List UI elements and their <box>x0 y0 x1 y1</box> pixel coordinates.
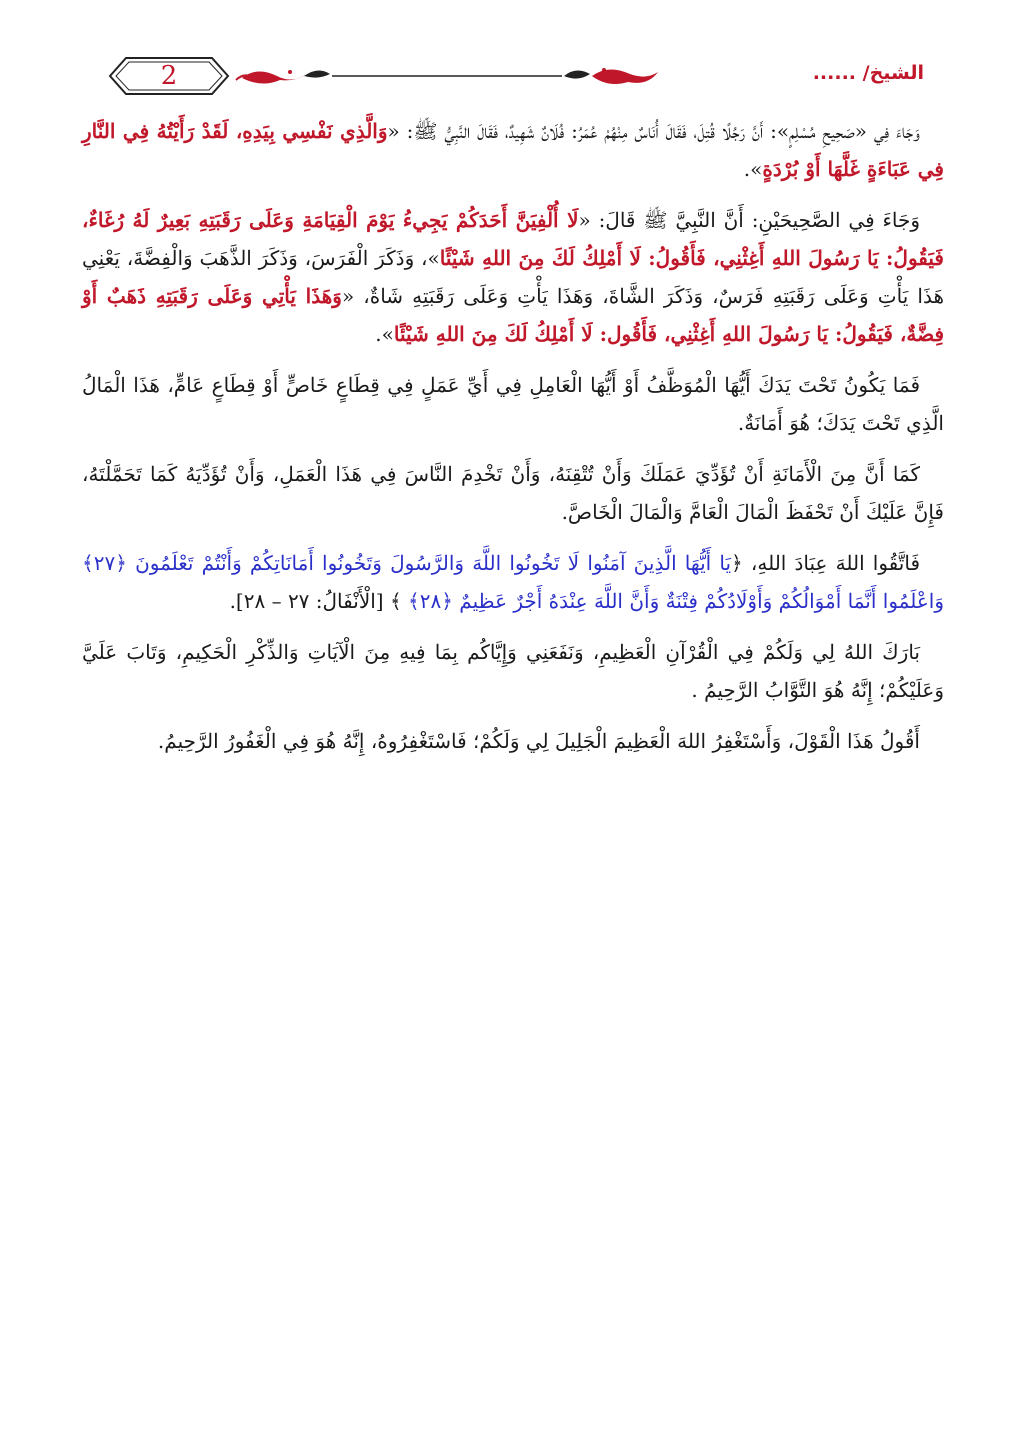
hadith-quote: وَهَذَا يَأْتِي وَعَلَى رَقَبَتِهِ ذَهَبٌ أَوْ فِضَّةٌ، فَيَقُولُ: يَا رَسُولَ اللهِ أَغِثْنِي، فَأَقُول: لَا أَمْلِكُ لَكَ مِنَ اللهِ شَيْئًا <box>82 284 944 346</box>
page-number-badge <box>108 56 230 96</box>
verse-reference: ﴾ [الْأَنْفَالُ: ٢٧ – ٢٨]. <box>229 589 402 613</box>
paragraph-2 <box>82 201 944 353</box>
paragraph-7: أَقُولُ هَذَا الْقَوْلَ، وَأَسْتَغْفِرُ اللهَ الْعَظِيمَ الْجَلِيلَ لِي وَلَكُمْ؛ فَاسْتَغْفِرُوهُ، إِنَّهُ هُوَ فِي الْغَفُورُ الرَّحِيمُ. <box>157 729 920 753</box>
text-run: وَجَاءَ فِي «صَحِيحِ مُسْلِمٍ»: أَنَّ رَجُلًا قُتِلَ، فَقَالَ أُنَاسٌ مِنْهُمْ عُمَرُ: فُلَانٌ شَهِيدٌ، فَقَالَ النَّبِيُّ ﷺ: « <box>387 119 920 143</box>
author-title: الشيخ/ ...... <box>812 62 924 84</box>
paragraph-6: بَارَكَ اللهُ لِي وَلَكُمْ فِي الْقُرْآنِ الْعَظِيمِ، وَنَفَعَنِي وَإِيَّاكُم بِمَا فِيهِ مِنَ الْآيَاتِ وَالذِّكْرِ الْحَكِيمِ، وَتَابَ عَلَيَّ وَعَلَيْكُمْ؛ إِنَّهُ هُوَ التَّوَّابُ الرَّحِيمُ . <box>82 640 944 702</box>
paragraph-4: كَمَا أَنَّ مِنَ الْأَمَانَةِ أَنْ تُؤَدِّيَ عَمَلَكَ وَأَنْ تُتْقِنَهُ، وَأَنْ تَخْدِمَ النَّاسَ فِي هَذَا الْعَمَلِ، وَأَنْ تُؤَدِّيَهُ كَمَا تَحَمَّلْتَهُ، فَإِنَّ عَلَيْكَ أَنْ تَحْفَظَ الْمَالَ الْعَامَّ وَالْمَالَ الْخَاصَّ. <box>82 462 944 524</box>
paragraph-5 <box>82 544 944 620</box>
text-run: فَاتَّقُوا اللهَ عِبَادَ اللهِ، ﴿ <box>731 551 920 575</box>
text-run: ». <box>743 157 763 181</box>
page-number: 2 <box>160 61 178 91</box>
paragraph-3: فَمَا يَكُونُ تَحْتَ يَدَكَ أَيُّهَا الْمُوَظَّفُ أَوْ أَيُّهَا الْعَامِلِ فِي أَيِّ عَمَلٍ فِي قِطَاعٍ خَاصٍّ أَوْ قِطَاعٍ عَامٍّ، هَذَا الْمَالُ الَّذِي تَحْتَ يَدَكَ؛ هُوَ أَمَانَةٌ. <box>82 373 944 435</box>
document-body <box>82 112 944 773</box>
text-run: »، وَذَكَرَ الْفَرَسَ، وَذَكَرَ الذَّهَبَ وَالْفِضَّةَ، يَعْنِي هَذَا يَأْتِ وَعَلَى رَقَبَتِهِ فَرَسٌ، وَذَكَرَ الشَّاةَ، وَهَذَا يَأْتِ وَعَلَى رَقَبَتِهِ شَاةٌ، « <box>82 246 945 308</box>
hadith-quote: وَالَّذِي نَفْسِي بِيَدِهِ، لَقَدْ رَأَيْتُهُ فِي النَّارِ فِي عَبَاءَةٍ غَلَّهَا أَوْ بُرْدَةٍ <box>82 119 944 181</box>
hadith-quote: لَا أُلْفِيَنَّ أَحَدَكُمْ يَجِيءُ يَوْمَ الْقِيَامَةِ وَعَلَى رَقَبَتِهِ بَعِيرٌ لَهُ رُغَاءٌ، فَيَقُولُ: يَا رَسُولَ اللهِ أَغِثْنِي، فَأَقُولُ: لَا أَمْلِكُ لَكَ مِنَ اللهِ شَيْئًا <box>82 208 944 270</box>
text-run: وَجَاءَ فِي الصَّحِيحَيْنِ: أَنَّ النَّبِيَّ ﷺ قَالَ: « <box>578 208 920 232</box>
text-run: ». <box>375 322 394 346</box>
ornament-divider-icon <box>232 58 662 94</box>
page-header <box>0 52 1024 102</box>
quran-verse: يَا أَيُّهَا الَّذِينَ آمَنُوا لَا تَخُونُوا اللَّهَ وَالرَّسُولَ وَتَخُونُوا أَمَانَاتِكُمْ وَأَنْتُمْ تَعْلَمُونَ ﴿٢٧﴾ وَاعْلَمُوا أَنَّمَا أَمْوَالُكُمْ وَأَوْلَادُكُمْ فِتْنَةٌ وَأَنَّ اللَّهَ عِنْدَهُ أَجْرٌ عَظِيمٌ ﴿٢٨﴾ <box>82 551 944 613</box>
paragraph-1 <box>82 112 944 188</box>
